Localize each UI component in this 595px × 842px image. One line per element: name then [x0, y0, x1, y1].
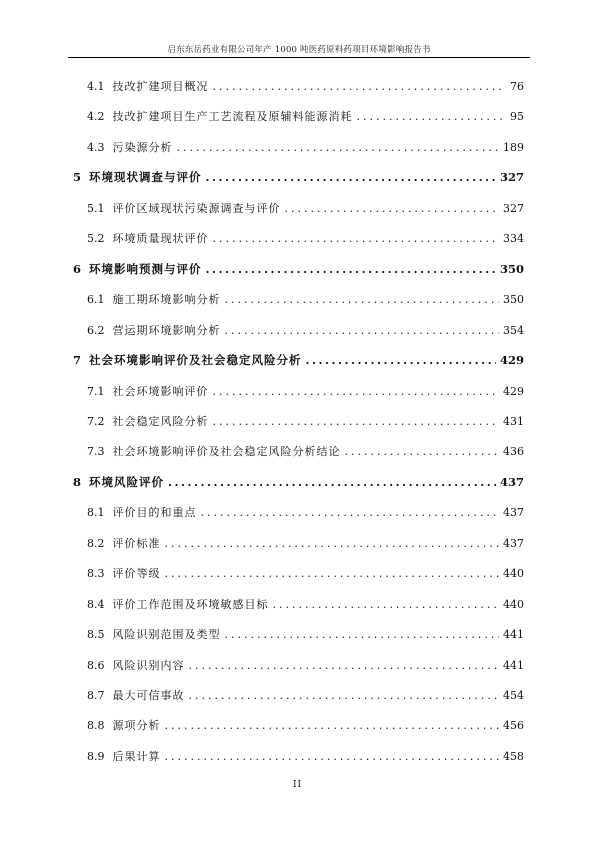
toc-entry-number: 8.2 — [87, 536, 105, 550]
toc-entry[interactable] — [87, 565, 524, 583]
toc-entry-page: 327 — [499, 170, 524, 185]
toc-entry-title: 风险识别范围及类型 — [112, 628, 221, 642]
toc-entry-title: 风险识别内容 — [112, 658, 185, 672]
toc-entry-page: 458 — [503, 749, 524, 763]
toc-leader-dots — [306, 353, 496, 367]
toc-entry-title: 施工期环境影响分析 — [112, 293, 221, 307]
toc-entry-number: 7.1 — [87, 384, 105, 398]
toc-entry[interactable] — [87, 108, 524, 126]
toc-entry-number: 5.1 — [87, 201, 105, 215]
toc-entry-number: 8.7 — [87, 689, 105, 702]
toc-entry[interactable] — [73, 352, 524, 370]
toc-entry-title: 评价目的和重点 — [112, 506, 197, 520]
toc-entry-page: 327 — [503, 201, 524, 215]
toc-entry-page: 350 — [499, 261, 524, 276]
toc-entry-number: 8.6 — [87, 658, 105, 672]
toc-leader-dots — [345, 445, 500, 458]
toc-entry[interactable] — [87, 443, 524, 461]
toc-entry[interactable] — [87, 687, 524, 705]
toc-entry-number: 8.8 — [87, 719, 105, 733]
toc-entry[interactable] — [87, 383, 524, 401]
toc-entry-page: 441 — [503, 658, 524, 672]
toc-entry-page: 440 — [503, 597, 524, 611]
toc-entry-title: 环境影响预测与评价 — [89, 261, 202, 276]
toc-entry-number: 6 — [73, 261, 82, 276]
toc-entry[interactable] — [87, 413, 524, 431]
toc-entry-number: 4.3 — [87, 140, 105, 154]
toc-entry[interactable] — [87, 626, 524, 644]
toc-leader-dots — [189, 659, 500, 672]
toc-entry-page: 334 — [503, 232, 524, 246]
toc-entry-title: 后果计算 — [112, 749, 161, 763]
toc-entry-title: 环境质量现状评价 — [112, 232, 209, 246]
toc-entry-title: 评价工作范围及环境敏感目标 — [112, 597, 269, 611]
toc-entry-page: 436 — [503, 445, 524, 459]
toc-entry[interactable] — [87, 291, 524, 309]
toc-entry-number: 6.2 — [87, 323, 105, 337]
toc-entry-page: 431 — [503, 414, 524, 428]
toc-entry[interactable] — [87, 200, 524, 218]
toc-entry-title: 技改扩建项目概况 — [112, 80, 209, 93]
toc-entry-title: 最大可信事故 — [112, 689, 185, 702]
toc-entry-number: 5 — [73, 170, 82, 185]
toc-leader-dots — [168, 475, 496, 489]
toc-leader-dots — [213, 385, 500, 398]
toc-entry-number: 8.4 — [87, 597, 105, 611]
toc-leader-dots — [165, 719, 500, 732]
toc-entry[interactable] — [87, 717, 524, 735]
toc-entry-page: 76 — [510, 80, 524, 93]
toc-entry-number: 8.1 — [87, 506, 105, 520]
toc-leader-dots — [285, 202, 500, 215]
toc-entry[interactable] — [87, 657, 524, 675]
toc-entry-title: 环境现状调查与评价 — [89, 170, 202, 185]
toc-leader-dots — [213, 415, 500, 428]
toc-entry-number: 4.2 — [87, 110, 105, 124]
toc-entry[interactable] — [87, 535, 524, 553]
toc-entry-page: 354 — [503, 323, 524, 337]
toc-leader-dots — [206, 262, 496, 276]
toc-entry-page: 437 — [503, 506, 524, 520]
toc-entry-number: 8.9 — [87, 749, 105, 763]
toc-entry-title: 社会环境影响评价 — [112, 384, 209, 398]
toc-entry[interactable] — [87, 596, 524, 614]
toc-leader-dots — [213, 232, 500, 245]
toc-entry[interactable] — [73, 169, 524, 187]
toc-leader-dots — [225, 293, 500, 306]
toc-entry[interactable] — [87, 230, 524, 248]
toc-entry-number: 6.1 — [87, 293, 105, 307]
toc-entry-page: 350 — [503, 293, 524, 307]
toc-leader-dots — [165, 537, 500, 550]
toc-entry-page: 95 — [510, 110, 524, 124]
toc-entry-page: 429 — [499, 353, 524, 368]
toc-leader-dots — [177, 141, 500, 154]
toc-entry[interactable] — [87, 78, 524, 96]
toc-entry-page: 440 — [503, 567, 524, 581]
toc-leader-dots — [189, 689, 500, 702]
toc-entry-number: 7.2 — [87, 414, 105, 428]
toc-entry[interactable] — [73, 261, 524, 279]
toc-entry-title: 源项分析 — [112, 719, 161, 733]
document-header: 启东东岳药业有限公司年产 1000 吨医药原料药项目环境影响报告书 — [167, 45, 431, 55]
toc-entry-title: 社会环境影响评价及社会稳定风险分析结论 — [112, 445, 341, 459]
toc-entry-number: 8.3 — [87, 567, 105, 581]
toc-entry-title: 评价区域现状污染源调查与评价 — [112, 201, 281, 215]
toc-entry-page: 456 — [503, 719, 524, 733]
toc-entry-number: 8.5 — [87, 628, 105, 642]
toc-leader-dots — [165, 567, 500, 580]
toc-entry-page: 441 — [503, 628, 524, 642]
toc-leader-dots — [225, 628, 500, 641]
toc-entry[interactable] — [73, 474, 524, 492]
toc-entry-title: 营运期环境影响分析 — [112, 323, 221, 337]
toc-entry-title: 污染源分析 — [112, 140, 173, 154]
toc-entry-number: 7 — [73, 353, 82, 368]
toc-leader-dots — [213, 80, 503, 93]
toc-entry[interactable] — [87, 322, 524, 340]
toc-leader-dots — [273, 598, 500, 611]
toc-entry-page: 437 — [499, 474, 524, 489]
toc-entry-page: 454 — [503, 689, 524, 702]
toc-entry-number: 5.2 — [87, 232, 105, 246]
toc-entry[interactable] — [87, 504, 524, 522]
toc-entry-page: 189 — [503, 140, 524, 154]
toc-entry-title: 评价等级 — [112, 567, 161, 581]
toc-leader-dots — [165, 750, 500, 763]
toc-entry-number: 7.3 — [87, 445, 105, 459]
toc-entry[interactable] — [87, 139, 524, 157]
toc-entry-title: 评价标准 — [112, 536, 161, 550]
toc-entry-title: 技改扩建项目生产工艺流程及原辅料能源消耗 — [112, 110, 353, 124]
toc-entry-page: 429 — [503, 384, 524, 398]
toc-leader-dots — [201, 506, 500, 519]
toc-entry-number: 8 — [73, 474, 82, 489]
toc-leader-dots — [206, 170, 496, 184]
toc-entry-page: 437 — [503, 536, 524, 550]
toc-leader-dots — [357, 110, 503, 123]
toc-leader-dots — [225, 324, 500, 337]
toc-entry-number: 4.1 — [87, 80, 105, 93]
toc-entry-title: 社会环境影响评价及社会稳定风险分析 — [89, 353, 302, 368]
toc-entry[interactable] — [87, 748, 524, 766]
toc-entry-title: 环境风险评价 — [89, 474, 165, 489]
page-number: II — [292, 780, 303, 790]
toc-entry-title: 社会稳定风险分析 — [112, 414, 209, 428]
